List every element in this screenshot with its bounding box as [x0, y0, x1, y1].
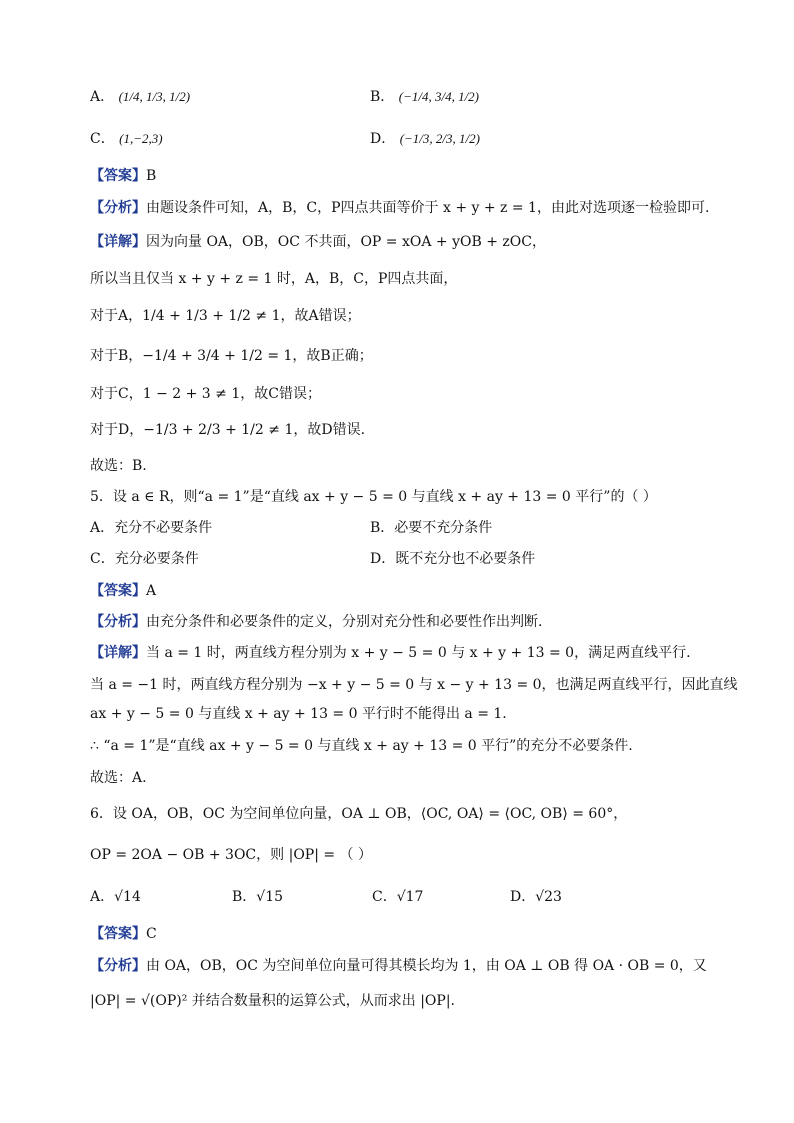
q4-option-a	[90, 86, 190, 108]
analysis-tag: 【分析】	[90, 200, 146, 216]
q4-option-c	[90, 128, 163, 150]
q5-option-a: A．充分不必要条件	[90, 520, 213, 536]
q4-detail-a: 对于A，1/4 + 1/3 + 1/2 ≠ 1，故A错误；	[90, 308, 361, 324]
q5-analysis	[90, 611, 542, 633]
q4-choice: 故选：B.	[90, 458, 147, 474]
q6-stem-1: 6．设 OA，OB，OC 为空间单位向量，OA ⊥ OB，⟨OC, OA⟩ = ⟨OC, OB⟩ = 60°，	[90, 806, 628, 822]
answer-tag: 【答案】	[90, 926, 146, 942]
q6-analysis-1	[90, 955, 707, 977]
q5-stem: 5．设 a ∈ R，则“a = 1”是“直线 ax + y − 5 = 0 与直线 x + ay + 13 = 0 平行”的（ ）	[90, 489, 657, 505]
q5-answer	[90, 580, 156, 602]
q5-detail-1	[90, 642, 691, 664]
q4-detail-2: 所以当且仅当 x + y + z = 1 时，A，B，C，P四点共面，	[90, 271, 458, 287]
detail-text: 因为向量 OA，OB，OC 不共面，OP = xOA + yOB + zOC，	[146, 234, 546, 250]
q5-detail-4: ∴ “a = 1”是“直线 ax + y − 5 = 0 与直线 x + ay + 13 = 0 平行”的充分不必要条件.	[90, 738, 633, 754]
q4-option-d	[370, 128, 480, 150]
q4-option-d-label: D．	[370, 131, 396, 147]
q4-detail-b: 对于B，−1/4 + 3/4 + 1/2 = 1，故B正确；	[90, 348, 373, 364]
answer-tag: 【答案】	[90, 583, 146, 599]
detail-tag: 【详解】	[90, 234, 146, 250]
q6-analysis-2: |OP| = √(OP)² 并结合数量积的运算公式，从而求出 |OP|.	[90, 993, 455, 1009]
q4-option-c-label: C．	[90, 131, 115, 147]
detail-tag: 【详解】	[90, 645, 146, 661]
q4-option-a-label: A．	[90, 89, 115, 105]
analysis-text: 由题设条件可知，A，B，C，P四点共面等价于 x + y + z = 1，由此对选项逐一检验即可.	[146, 200, 710, 216]
q6-answer	[90, 923, 157, 945]
answer-value: A	[146, 583, 157, 599]
q4-detail-c: 对于C，1 − 2 + 3 ≠ 1，故C错误；	[90, 386, 321, 402]
analysis-tag: 【分析】	[90, 958, 146, 974]
q6-stem-2: OP = 2OA − OB + 3OC，则 |OP| = （ ）	[90, 847, 373, 863]
q6-option-b: B．√15	[232, 889, 284, 905]
q4-analysis	[90, 197, 709, 219]
q4-detail-1	[90, 231, 546, 253]
analysis-text: 由充分条件和必要条件的定义，分别对充分性和必要性作出判断.	[146, 614, 543, 630]
q5-option-d: D．既不充分也不必要条件	[370, 551, 536, 567]
q5-option-c: C．充分必要条件	[90, 551, 199, 567]
q5-choice: 故选：A.	[90, 770, 147, 786]
analysis-text: 由 OA，OB，OC 为空间单位向量可得其模长均为 1，由 OA ⊥ OB 得 OA · OB = 0，又	[146, 958, 707, 974]
q6-option-c: C．√17	[372, 889, 424, 905]
q4-option-d-value: (−1/3, 2/3, 1/2)	[399, 131, 480, 146]
answer-value: B	[146, 168, 157, 184]
answer-value: C	[146, 926, 157, 942]
q4-option-b	[370, 86, 479, 108]
detail-text: 当 a = 1 时，两直线方程分别为 x + y − 5 = 0 与 x + y + 13 = 0，满足两直线平行.	[146, 645, 691, 661]
q4-option-c-value: (1,−2,3)	[119, 131, 163, 146]
answer-tag: 【答案】	[90, 168, 146, 184]
q4-answer	[90, 165, 156, 187]
q4-option-b-label: B．	[370, 89, 395, 105]
q6-option-d: D．√23	[510, 889, 562, 905]
analysis-tag: 【分析】	[90, 614, 146, 630]
q5-option-b: B．必要不充分条件	[370, 520, 493, 536]
q5-detail-3: ax + y − 5 = 0 与直线 x + ay + 13 = 0 平行时不能得出 a = 1.	[90, 706, 507, 722]
q5-detail-2: 当 a = −1 时，两直线方程分别为 −x + y − 5 = 0 与 x − y + 13 = 0，也满足两直线平行，因此直线	[90, 677, 738, 693]
q4-option-a-value: (1/4, 1/3, 1/2)	[118, 89, 191, 104]
q4-option-b-value: (−1/4, 3/4, 1/2)	[398, 89, 480, 104]
q6-option-a: A．√14	[90, 889, 141, 905]
q4-detail-d: 对于D，−1/3 + 2/3 + 1/2 ≠ 1，故D错误.	[90, 422, 366, 438]
